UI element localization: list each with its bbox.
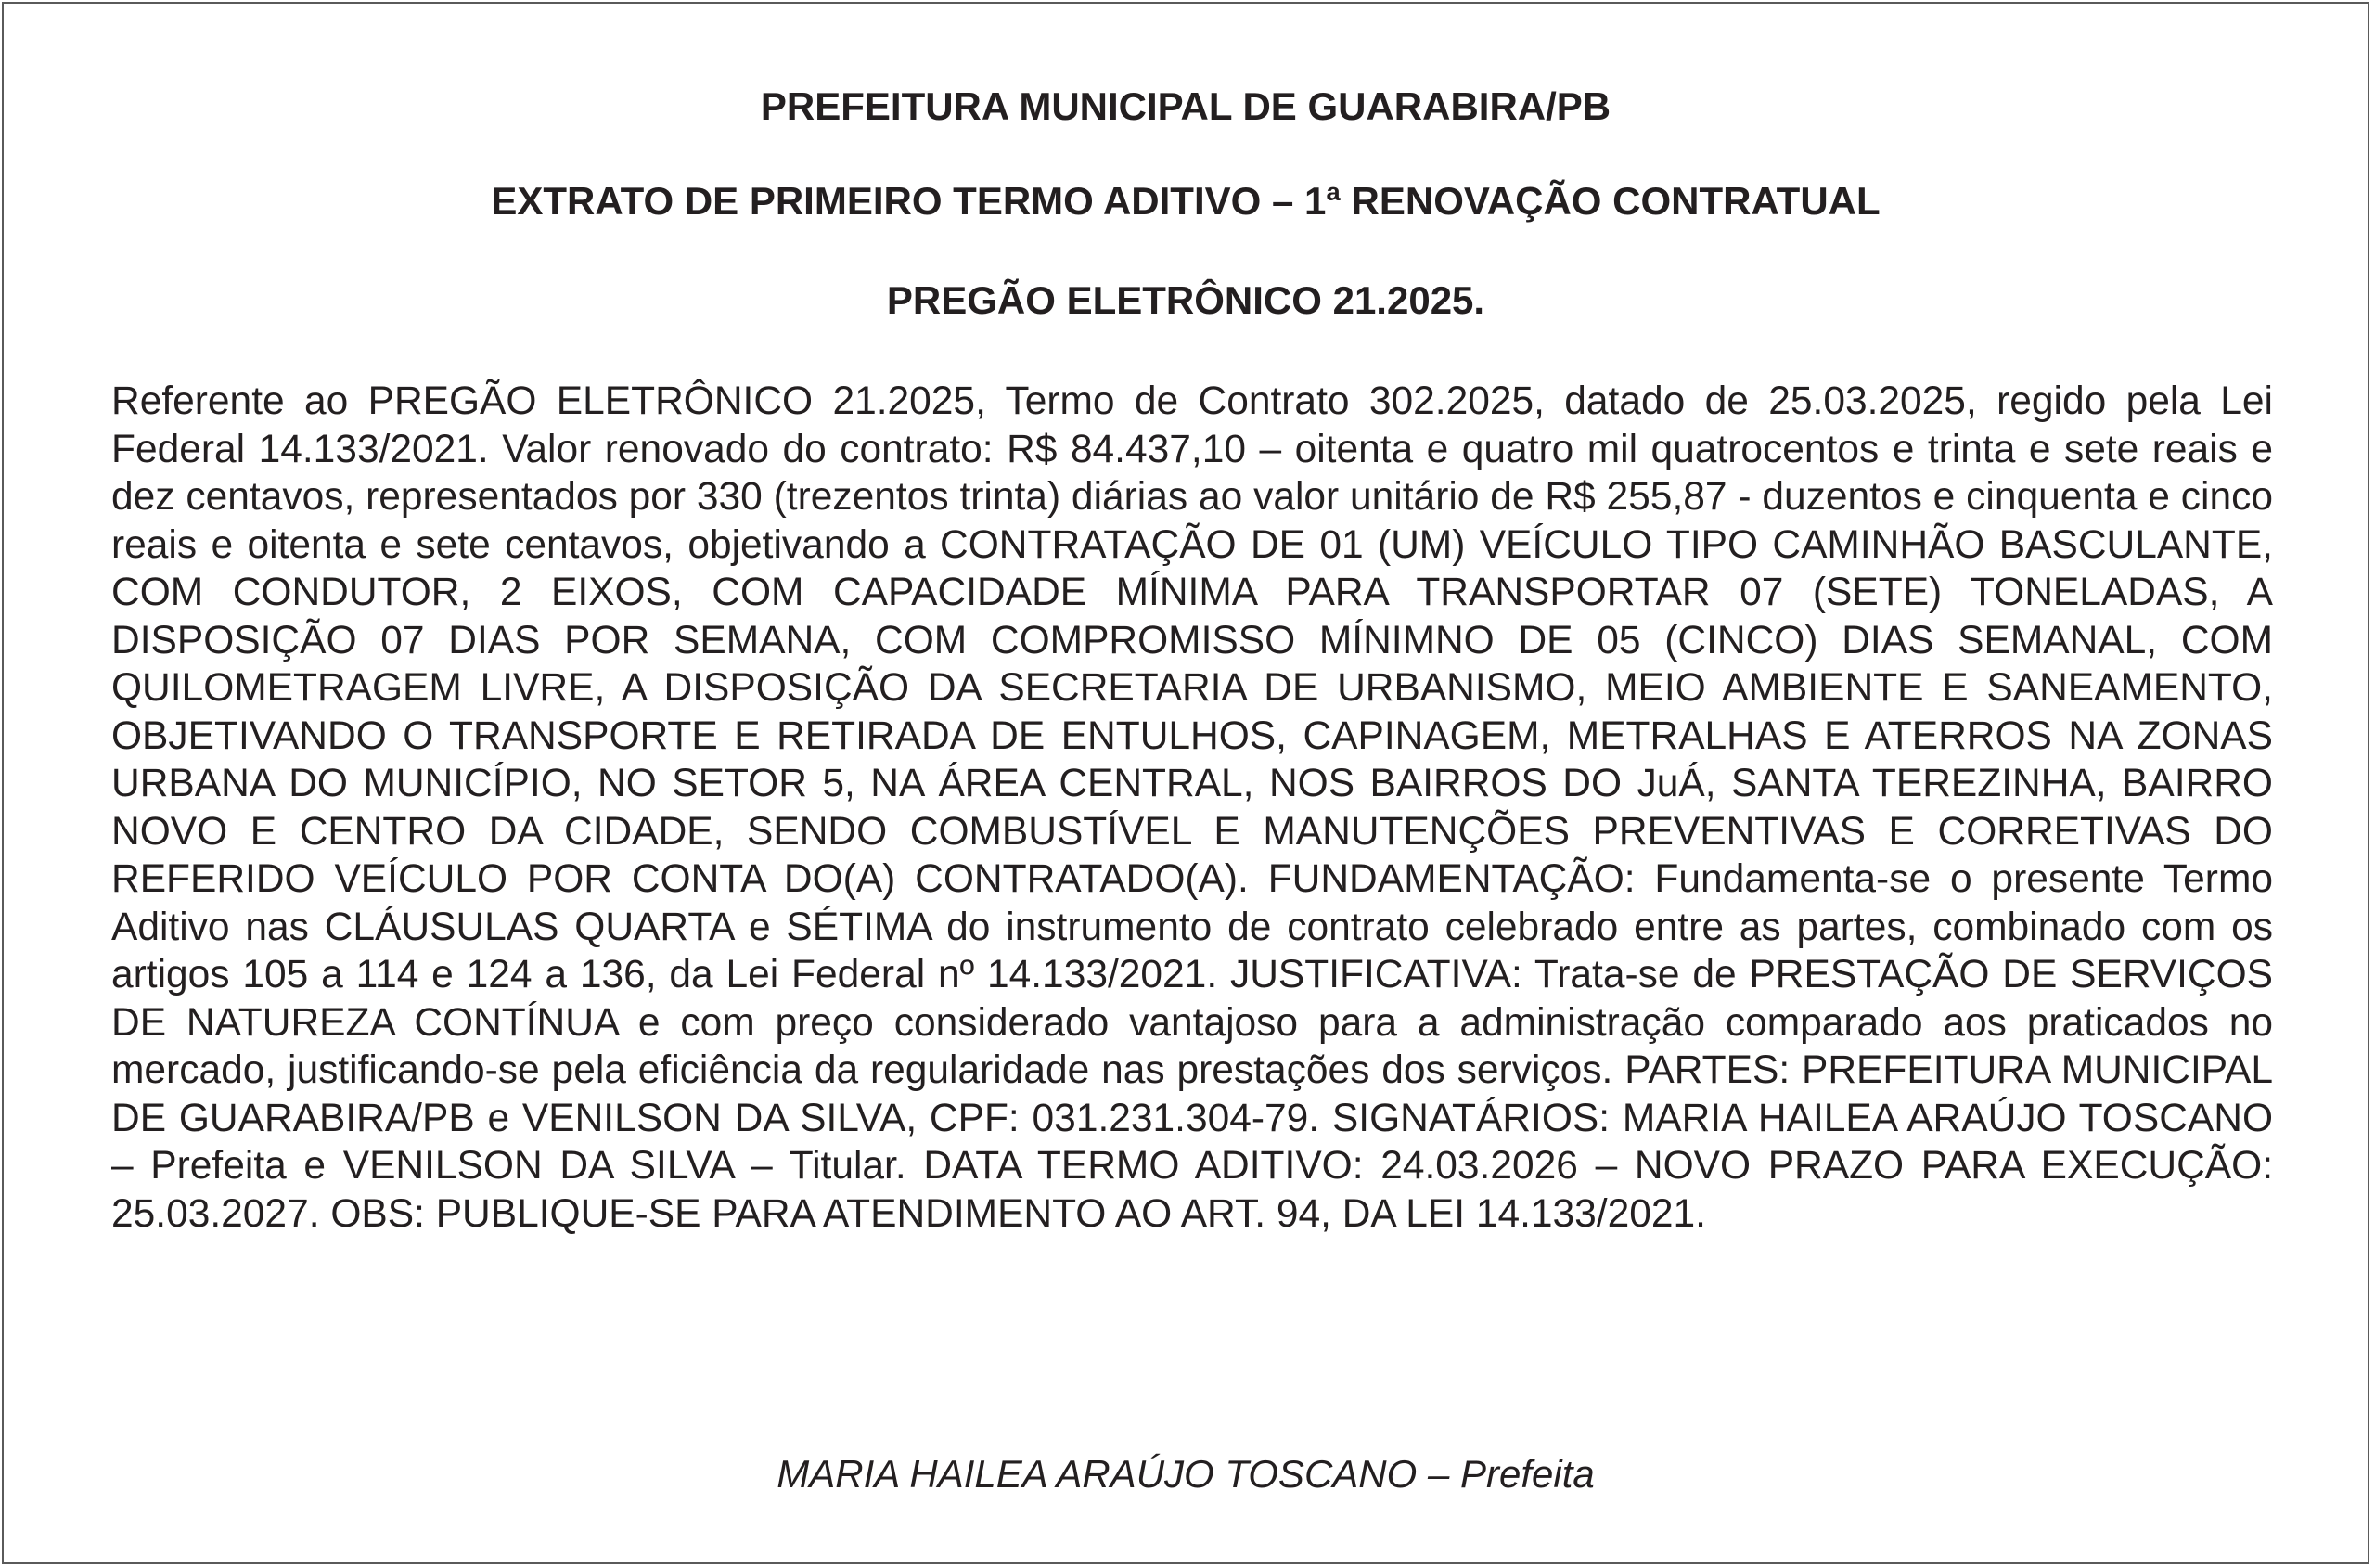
signature-line: MARIA HAILEA ARAÚJO TOSCANO – Prefeita: [777, 1452, 1595, 1496]
document-frame: [2, 2, 2369, 1564]
reference-heading: PREGÃO ELETRÔNICO 21.2025.: [886, 278, 1485, 322]
document-title: EXTRATO DE PRIMEIRO TERMO ADITIVO – 1ª RENOVAÇÃO CONTRATUAL: [491, 179, 1881, 223]
institution-heading: PREFEITURA MUNICIPAL DE GUARABIRA/PB: [760, 84, 1611, 128]
body-paragraph: Referente ao PREGÃO ELETRÔNICO 21.2025, Termo de Contrato 302.2025, datado de 25.03.2025, regido pela Lei Federal 14.133/2021. Valor renovado do contrato: R$ 84.437,10 – oitenta e quatro mil quatrocentos e trinta e sete reais e dez centavos, representados por 330 (trezentos trinta) diárias ao valor unitário de R$ 255,87 - duzentos e cinquenta e cinco reais e oitenta e sete centavos, objetivando a CONTRATAÇÃO DE 01 (UM) VEÍCULO TIPO CAMINHÃO BASCULANTE, COM CONDUTOR, 2 EIXOS, COM CAPACIDADE MÍNIMA PARA TRANSPORTAR 07 (SETE) TONELADAS, A DISPOSIÇÃO 07 DIAS POR SEMANA, COM COMPROMISSO MÍNIMNO DE 05 (CINCO) DIAS SEMANAL, COM QUILOMETRAGEM LIVRE, A DISPOSIÇÃO DA SECRETARIA DE URBANISMO, MEIO AMBIENTE E SANEAMENTO, OBJETIVANDO O TRANSPORTE E RETIRADA DE ENTULHOS, CAPINAGEM, METRALHAS E ATERROS NA ZONAS URBANA DO MUNICÍPIO, NO SETOR 5, NA ÁREA CENTRAL, NOS BAIRROS DO JuÁ, SANTA TEREZINHA, BAIRRO NOVO E CENTRO DA CIDADE, SENDO COMBUSTÍVEL E MANUTENÇÕES PREVENTIVAS E CORRETIVAS DO REFERIDO VEÍCULO POR CONTA DO(A) CONTRATADO(A). FUNDAMENTAÇÃO: Fundamenta-se o presente Termo Aditivo nas CLÁUSULAS QUARTA e SÉTIMA do instrumento de contrato celebrado entre as partes, combinado com os artigos 105 a 114 e 124 a 136, da Lei Federal nº 14.133/2021. JUSTIFICATIVA: Trata-se de PRESTAÇÃO DE SERVIÇOS DE NATUREZA CONTÍNUA e com preço considerado vantajoso para a administração comparado aos praticados no mercado, justificando-se pela eficiência da regularidade nas prestações dos serviços. PARTES: PREFEITURA MUNICIPAL DE GUARABIRA/PB e VENILSON DA SILVA, CPF: 031.231.304-79. SIGNATÁRIOS: MARIA HAILEA ARAÚJO TOSCANO – Prefeita e VENILSON DA SILVA – Titular. DATA TERMO ADITIVO: 24.03.2026 – NOVO PRAZO PARA EXECUÇÃO: 25.03.2027. OBS: PUBLIQUE-SE PARA ATENDIMENTO AO ART. 94, DA LEI 14.133/2021.: [111, 379, 2273, 1236]
